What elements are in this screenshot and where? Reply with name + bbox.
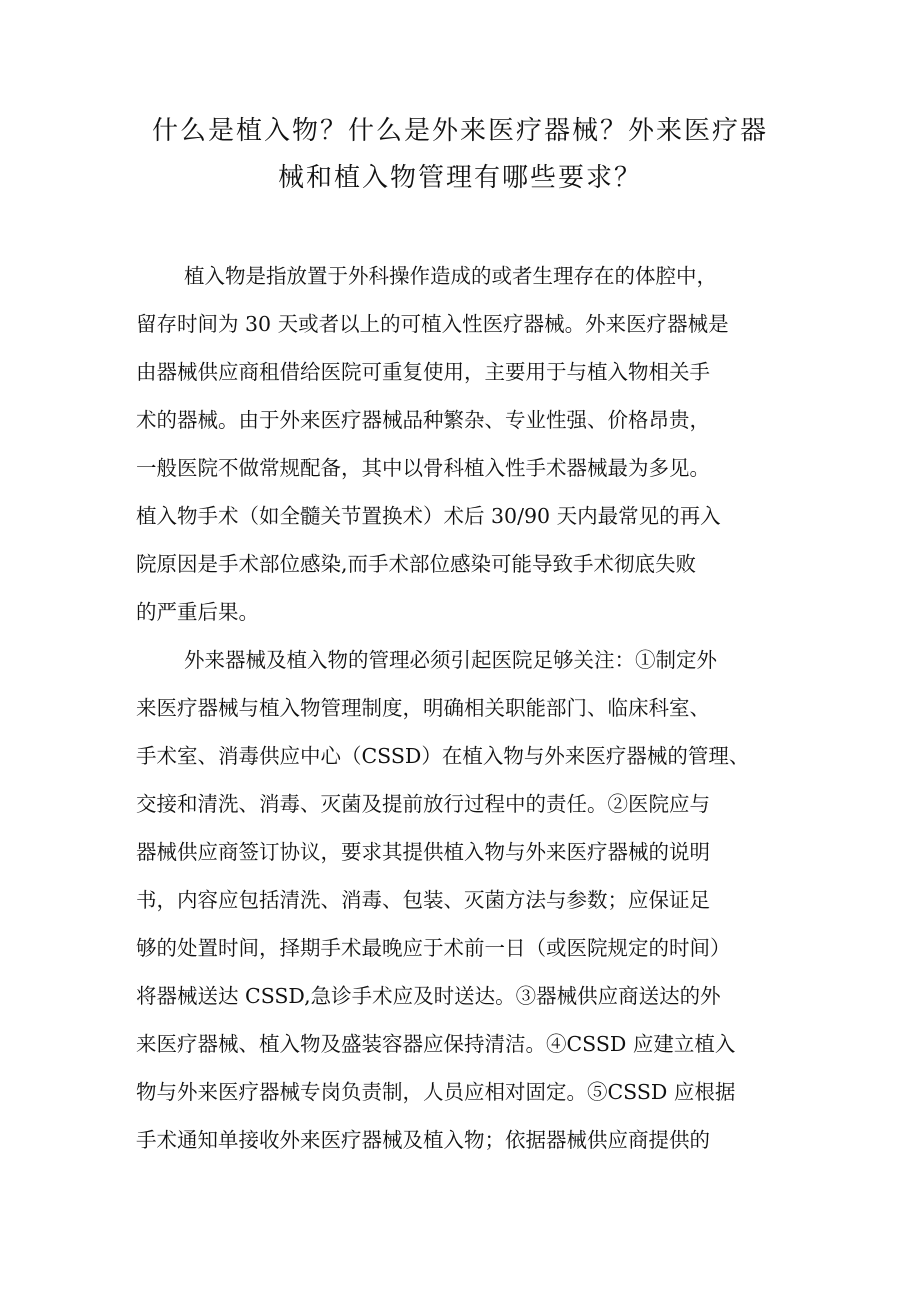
paragraph-2-line-1: 外来器械及植入物的管理必须引起医院足够关注：①制定外	[184, 648, 717, 672]
paragraph-2-line-6: 书，内容应包括清洗、消毒、包装、灭菌方法与参数；应保证足	[136, 888, 710, 912]
paragraph-2-line-5: 器械供应商签订协议，要求其提供植入物与外来医疗器械的说明	[136, 840, 710, 864]
paragraph-2-line-10: 物与外来医疗器械专岗负责制，人员应相对固定。⑤CSSD 应根据	[136, 1080, 736, 1104]
paragraph-1-line-6: 植入物手术（如全髓关节置换术）术后 30/90 天内最常见的再入	[136, 504, 721, 528]
paragraph-1-line-5: 一般医院不做常规配备，其中以骨科植入性手术器械最为多见。	[136, 456, 710, 480]
paragraph-2-line-4: 交接和清洗、消毒、灭菌及提前放行过程中的责任。②医院应与	[136, 792, 710, 816]
paragraph-1-line-2: 留存时间为 30 天或者以上的可植入性医疗器械。外来医疗器械是	[136, 312, 729, 336]
paragraph-2-line-11: 手术通知单接收外来医疗器械及植入物；依据器械供应商提供的	[136, 1128, 710, 1152]
document-title-line-1: 什么是植入物？什么是外来医疗器械？外来医疗器	[151, 116, 768, 146]
paragraph-1-line-1: 植入物是指放置于外科操作造成的或者生理存在的体腔中，	[184, 264, 717, 288]
paragraph-2-line-3: 手术室、消毒供应中心（CSSD）在植入物与外来医疗器械的管理、	[136, 744, 750, 768]
paragraph-1-line-4: 术的器械。由于外来医疗器械品种繁杂、专业性强、价格昂贵，	[136, 408, 710, 432]
paragraph-1-line-3: 由器械供应商租借给医院可重复使用，主要用于与植入物相关手	[136, 360, 710, 384]
paragraph-2-line-7: 够的处置时间，择期手术最晚应于术前一日（或医院规定的时间）	[136, 936, 731, 960]
paragraph-2-line-9: 来医疗器械、植入物及盛装容器应保持清洁。④CSSD 应建立植入	[136, 1032, 736, 1056]
paragraph-1-line-8: 的严重后果。	[136, 600, 259, 624]
paragraph-2-line-8: 将器械送达 CSSD,急诊手术应及时送达。③器械供应商送达的外	[136, 984, 721, 1008]
document-title-line-2: 械和植入物管理有哪些要求？	[277, 163, 642, 193]
paragraph-1-line-7: 院原因是手术部位感染,而手术部位感染可能导致手术彻底失败	[136, 552, 697, 576]
paragraph-2-line-2: 来医疗器械与植入物管理制度，明确相关职能部门、临床科室、	[136, 696, 710, 720]
